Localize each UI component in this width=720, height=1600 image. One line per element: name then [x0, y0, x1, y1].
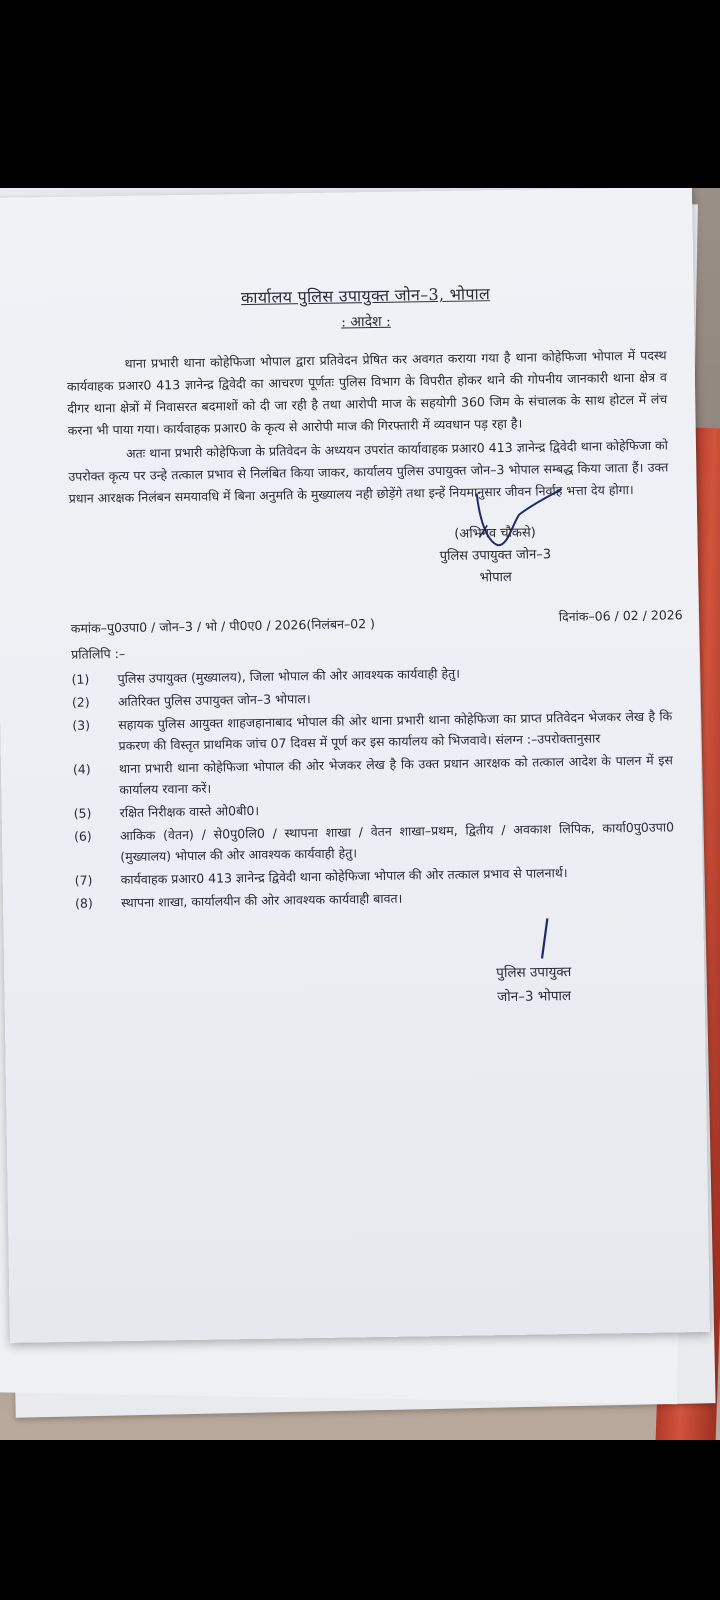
list-item-number: (6): [73, 828, 92, 844]
reference-number: कमांक–पु0उपा0 / जोन–3 / भो / पी0ए0 / 2026(निलंबन–02 ): [70, 616, 376, 636]
signatory-designation: पुलिस उपायुक्त जोन–3: [439, 547, 552, 565]
order-paragraph-2: अतः थाना प्रभारी कोहेफिजा के प्रतिवेदन के अध्ययन उपरांत कार्यावाहक प्रआर0 413 ज्ञानेन्द्र द्विवेदी थाना कोहेफिजा को उपरोक्त कृत्य पर उन्हे तत्काल प्रभाव से निलंबित किया जाकर, कार्यालय पुलिस उपायुक्त जोन–3 भोपाल सम्बद्ध किया जाता हैं। उक्त प्रधान आरक्षक निलंबन समयावधि में बिना अनुमति के मुख्यालय नही छोड़ेंगे तथा इन्हें नियमानुसार जीवन निर्वाह भत्ता देय होगा।: [68, 437, 669, 506]
list-item-text: पुलिस उपायुक्त (मुख्यालय), जिला भोपाल की ओर आवश्यक कार्यवाही हेतु।: [117, 665, 460, 687]
photo-area: [0, 188, 720, 1440]
paper-document: [0, 188, 710, 1343]
order-paragraph-1: थाना प्रभारी थाना कोहेफिजा भोपाल द्वारा प्रतिवेदन प्रेषित कर अवगत कराया गया है थाना कोहेफिजा भोपाल में पदस्थ कार्यवाहक प्रआर0 413 ज्ञानेन्द्र द्विवेदी का आचरण पूर्णतः पुलिस विभाग के विपरीत होकर थाने की गोपनीय जानकारी थाना क्षेत्र व दीगर थाना क्षेत्रों में निवासरत बदमाशों को दी जा रही है तथा आरोपी माज के सहयोगी 360 जिम के संचालक के साथ होटल में लंच करना भी पाया गया। कार्यवाहक प्रआर0 के कृत्य से आरोपी माज की गिरफ्तारी में व्यवधान पड़ रहा है।: [66, 347, 668, 438]
list-item-text: थाना प्रभारी थाना कोहेफिजा भोपाल की ओर भेजकर लेख है कि उक्त प्रधान आरक्षक को तत्काल आदेश के पालन में इस कार्यालय रवाना करें।: [118, 752, 674, 798]
final-designation: पुलिस उपायुक्त: [496, 963, 572, 982]
signature-stroke: [537, 916, 552, 960]
list-item-number: (8): [74, 895, 93, 911]
document-body: [65, 279, 683, 1021]
signatory-place: भोपाल: [479, 569, 512, 586]
list-item-text: आकिक (वेतन) / से0पु0लि0 / स्थापना शाखा / वेतन शाखा–प्रथम, द्वितीय / अवकाश लिपिक, कार्या0पु0उपा0 (मुख्यालय) भोपाल की ओर आवश्यक कार्यवाही हेतु।: [119, 819, 675, 865]
copy-list: [71, 659, 675, 913]
order-date: दिनांक–06 / 02 / 2026: [558, 607, 683, 625]
signature-block: [69, 510, 670, 613]
list-item-number: (1): [71, 671, 90, 687]
copy-heading: प्रतिलिपि :–: [71, 645, 126, 662]
signatory-lines: [439, 522, 551, 590]
list-item-number: (5): [73, 805, 92, 821]
list-item-text: सहायक पुलिस आयुक्त शाहजहानाबाद भोपाल की ओर थाना प्रभारी थाना कोहेफिजा का प्राप्त प्रतिवेदन भेजकर लेख है कि प्रकरण की विस्तृत प्राथमिक जांच 07 दिवस में पूर्ण कर इस कार्यालय को भिजवावे। संलग्न :–उपरोक्तानुसार: [118, 708, 673, 754]
list-item-text: अतिरिक्त पुलिस उपायुक्त जोन–3 भोपाल।: [117, 691, 311, 710]
signatory-name: (अभिनव चौकसे): [454, 525, 536, 542]
final-signatory-lines: [496, 960, 572, 1009]
list-item: [73, 749, 674, 800]
final-signature-block: [75, 912, 676, 1021]
list-item-text: रक्षित निरीक्षक वास्ते ओ0बी0।: [119, 802, 260, 821]
list-item: [72, 705, 673, 756]
document-title: कार्यालय पुलिस उपायुक्त जोन–3, भोपाल: [240, 284, 491, 308]
list-item-number: (3): [72, 717, 91, 733]
list-item-number: (4): [72, 761, 91, 777]
list-item-text: कार्यवाहक प्रआर0 413 ज्ञानेन्द्र द्विवेदी थाना कोहेफिजा भोपाल की ओर तत्काल प्रभाव से पालनार्थ।: [120, 865, 568, 888]
list-item-text: स्थापना शाखा, कार्यालयीन की ओर आवश्यक कार्यवाही बावत।: [120, 890, 403, 911]
final-zone: जोन–3 भोपाल: [497, 988, 572, 1006]
document-subtitle: : आदेश :: [341, 313, 391, 331]
list-item: [74, 816, 675, 867]
list-item-number: (2): [71, 694, 90, 710]
list-item-number: (7): [74, 872, 93, 888]
